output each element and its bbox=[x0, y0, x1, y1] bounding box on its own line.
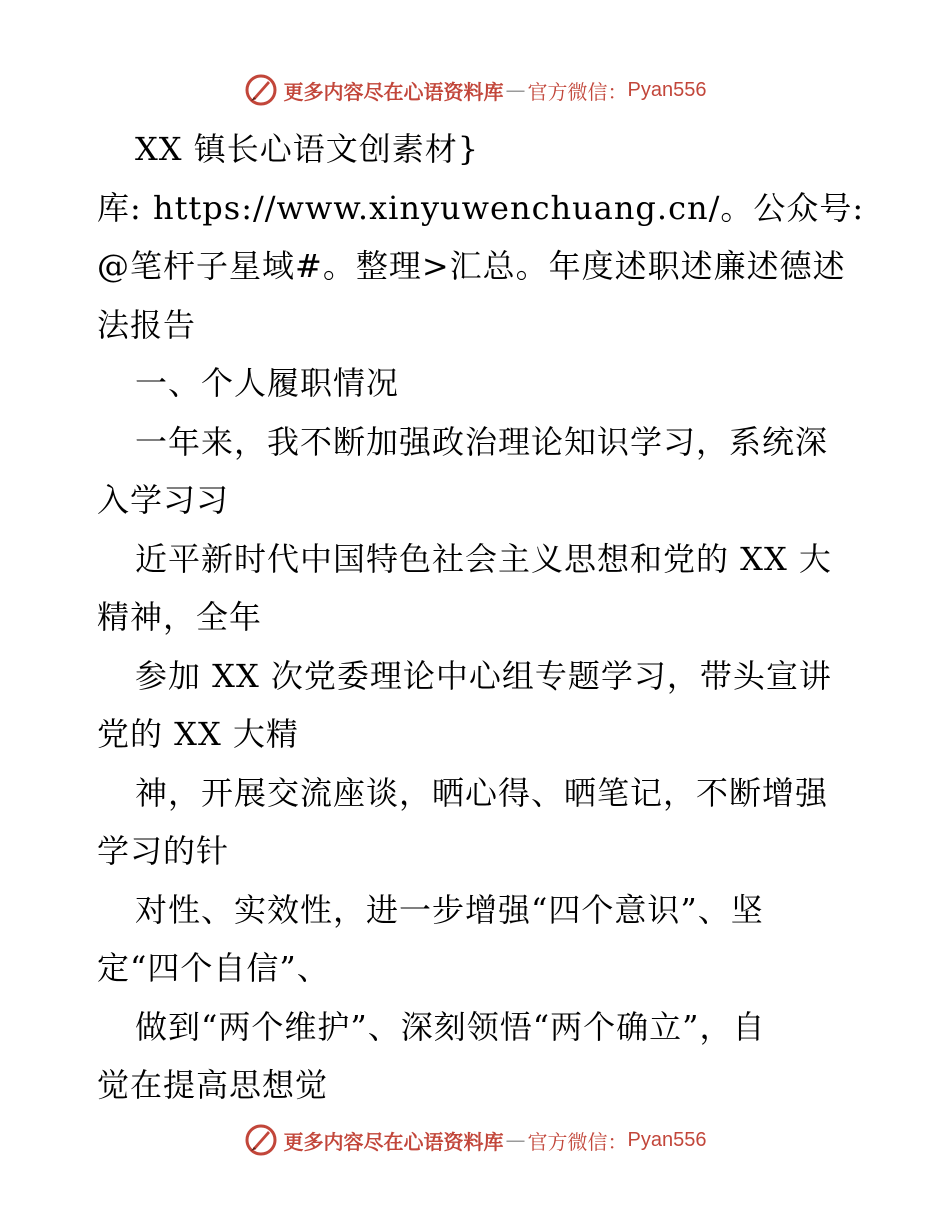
header-banner bbox=[0, 70, 950, 110]
banner-main-text: 更多内容尽在心语资料库 bbox=[283, 79, 504, 104]
banner-dash: — bbox=[505, 78, 526, 102]
text-line: 一、个人履职情况 bbox=[135, 364, 400, 402]
text-line: 入学习习 bbox=[97, 481, 230, 519]
text-line: 党的 XX 大精 bbox=[97, 715, 299, 753]
text-line: 一年来，我不断加强政治理论知识学习，系统深 bbox=[135, 422, 829, 461]
text-line: 近平新时代中国特色社会主义思想和党的 XX 大 bbox=[135, 539, 832, 578]
text-line: 神，开展交流座谈，晒心得、晒笔记，不断增强 bbox=[135, 773, 829, 812]
banner-wechat-id: Pyan556 bbox=[627, 1128, 707, 1151]
banner-wechat-id: Pyan556 bbox=[627, 78, 707, 101]
banner-label: 官方微信： bbox=[527, 1129, 628, 1154]
banner-label: 官方微信： bbox=[527, 79, 628, 104]
text-line: 学习的针 bbox=[97, 832, 230, 870]
text-line: 对性、实效性，进一步增强“四个意识”、坚 bbox=[135, 890, 764, 929]
text-line: @笔杆子星域#。整理>汇总。年度述职述廉述德述 bbox=[97, 247, 846, 285]
text-line: 参加 XX 次党委理论中心组专题学习，带头宣讲 bbox=[135, 656, 832, 695]
text-line: 精神，全年 bbox=[97, 598, 263, 636]
document-body bbox=[97, 120, 865, 1115]
banner-dash: — bbox=[505, 1128, 526, 1152]
feather-pen-circle-icon bbox=[244, 1123, 278, 1157]
text-line: 库: https://www.xinyuwenchuang.cn/。公众号: bbox=[97, 188, 865, 227]
banner-main-text: 更多内容尽在心语资料库 bbox=[283, 1129, 504, 1154]
text-line: 觉在提高思想觉 bbox=[97, 1066, 329, 1104]
text-line: XX 镇长心语文创素材} bbox=[135, 130, 480, 168]
text-line: 做到“两个维护”、深刻领悟“两个确立”，自 bbox=[135, 1007, 766, 1046]
footer-banner bbox=[0, 1120, 950, 1160]
text-line: 法报告 bbox=[97, 305, 197, 344]
text-line: 定“四个自信”、 bbox=[97, 949, 330, 987]
feather-pen-circle-icon bbox=[244, 73, 278, 107]
